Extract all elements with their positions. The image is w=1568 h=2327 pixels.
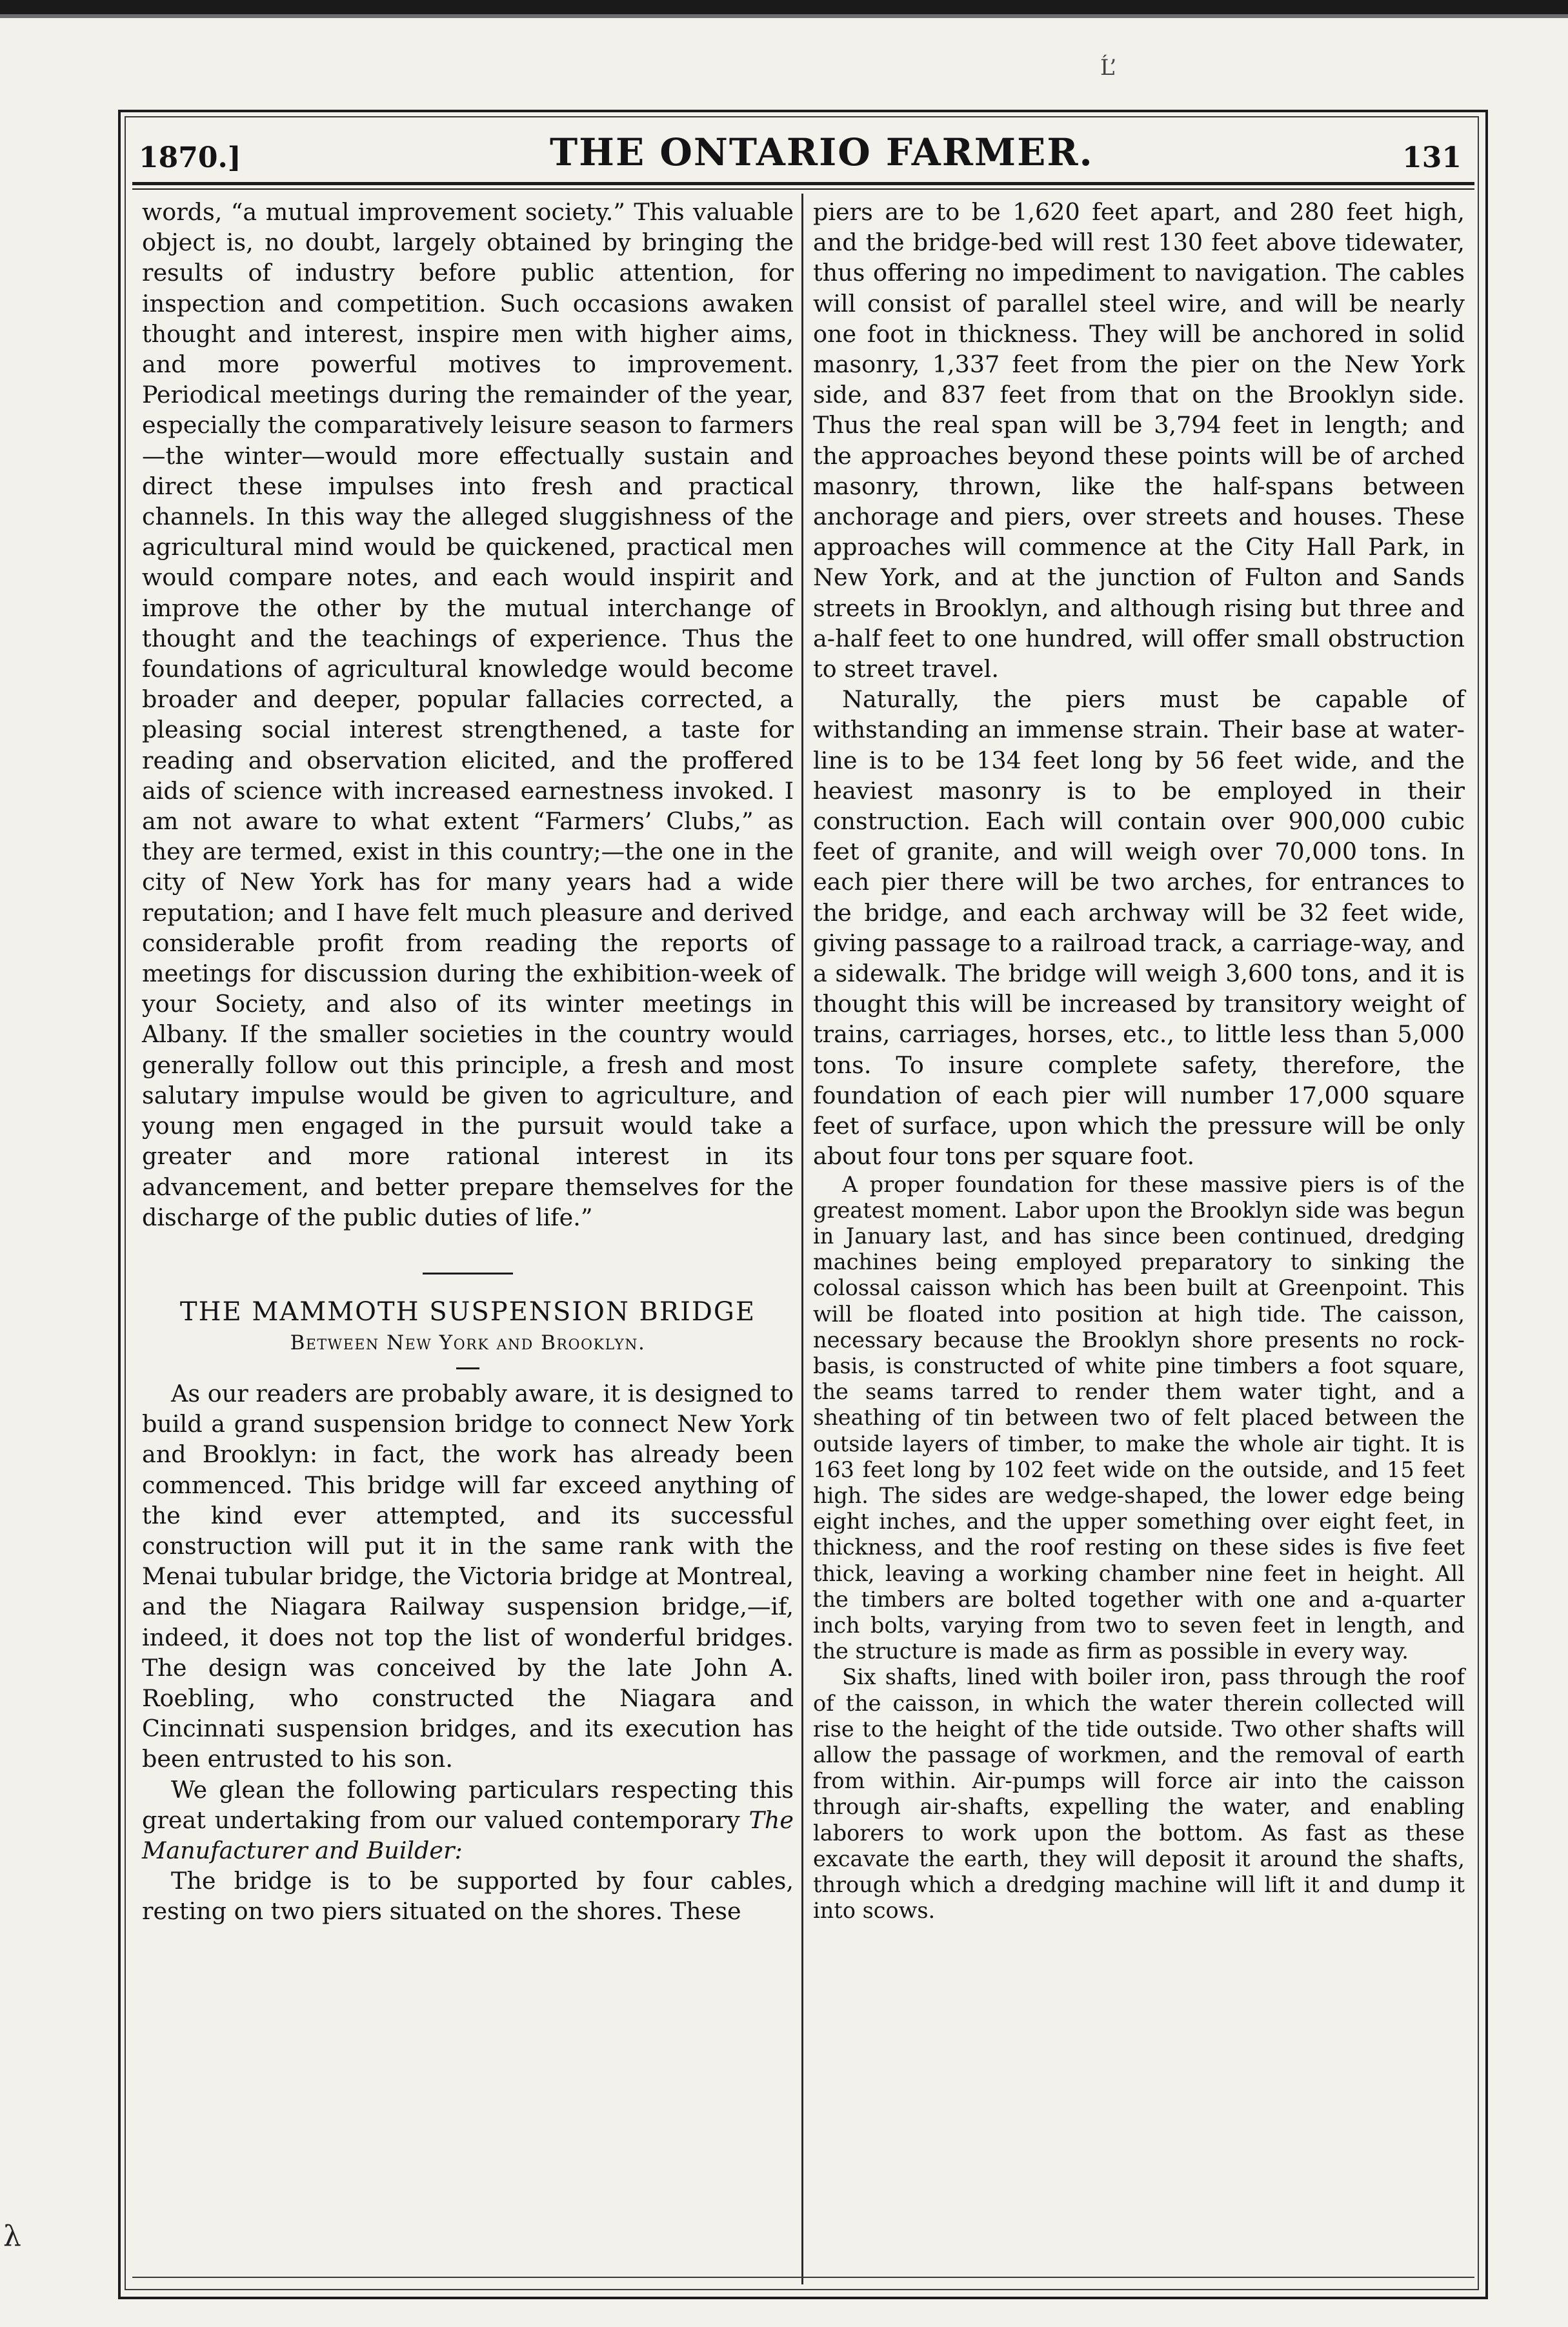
paragraph-foundation: A proper foundation for these massive piers is of the greatest moment. Labor upon the Brooklyn side was begun in January last, and has since been continued, dredging machines being employed preparatory to sinking the colossal caisson which has been built at Greenpoint. This will be floated into position at high tide. The caisson, necessary because the Brooklyn shore presents no rock-basis, is constructed of white pine timbers a foot square, the seams tarred to render them water tight, and a sheathing of tin between two of felt placed between the outside layers of timber, to make the whole air tight. It is 163 feet long by 102 feet wide on the outside, and 15 feet high. The sides are wedge-shaped, the lower edge being eight inches, and the upper something over eight feet, in thickness, and the roof resting on these sides is five feet thick, leaving a working chamber nine feet in height. All the timbers are bolted together with one and a-quarter inch bolts, varying from two to seven feet in length, and the structure is made as firm as possible in every way. — [813, 1171, 1465, 1664]
paragraph-piers: piers are to be 1,620 feet apart, and 280 feet high, and the bridge-bed will rest 130 feet above tidewater, thus offering no impediment to navigation. The cables will consist of parallel steel wire, and will be nearly one foot in thickness. They will be anchored in solid masonry, 1,337 feet from the pier on the New York side, and 837 feet from that on the Brooklyn side. Thus the real span will be 3,794 feet in length; and the approaches beyond these points will be of arched masonry, thrown, like the half-spans between anchorage and piers, over streets and houses. These approaches will commence at the City Hall Park, in New York, and at the junction of Fulton and Sands streets in Brooklyn, and although rising but three and a-half feet to one hundred, will offer small obstruction to street travel. — [813, 198, 1465, 683]
column-divider — [801, 194, 803, 2284]
right-column — [813, 197, 1465, 1924]
paragraph-cables: The bridge is to be supported by four cables, resting on two piers situated on the shores. These — [142, 1867, 794, 1926]
source-publication: The Manufacturer and Builder: — [142, 1806, 794, 1864]
margin-scribble: Ĺ’ — [1100, 55, 1117, 81]
article-subtitle: Between New York and Brooklyn. — [290, 1331, 646, 1355]
left-column — [142, 197, 794, 1927]
running-header — [139, 129, 1462, 174]
header-rule-thin — [132, 188, 1474, 190]
scan-top-edge-shadow — [0, 14, 1568, 18]
bottom-margin-mark: λ — [3, 2220, 21, 2253]
article-title: THE MAMMOTH SUSPENSION BRIDGE — [179, 1296, 756, 1327]
source-text: We glean the following particulars respecting this great undertaking from our valued contemporary — [142, 1775, 794, 1834]
page-number: 131 — [1402, 141, 1462, 174]
paragraph-strain: Naturally, the piers must be capable of withstanding an immense strain. Their base at water-line is to be 134 feet long by 56 feet wide, and the heaviest masonry is to be employed in their construction. Each will contain over 900,000 cubic feet of granite, and will weigh over 70,000 tons. In each pier there will be two arches, for entrances to the bridge, and each archway will be 32 feet wide, giving passage to a railroad track, a carriage-way, and a sidewalk. The bridge will weigh 3,600 tons, and it is thought this will be increased by transitory weight of trains, carriages, horses, etc., to little less than 5,000 tons. To insure complete safety, therefore, the foundation of each pier will number 17,000 square feet of surface, upon which the pressure will be only about four tons per square foot. — [813, 685, 1465, 1171]
publication-title: THE ONTARIO FARMER. — [550, 130, 1094, 174]
paragraph-intro: As our readers are probably aware, it is designed to build a grand suspension bridge to connect New York and Brooklyn: in fact, the work has already been commenced. This bridge will far exceed anything of the kind ever attempted, and its successful construction will put it in the same rank with the Menai tubular bridge, the Victoria bridge at Montreal, and the Niagara Railway suspension bridge,—if, indeed, it does not top the list of wonderful bridges. The design was conceived by the late John A. Roebling, who constructed the Niagara and Cincinnati suspension bridges, and its execution has been entrusted to his son. — [142, 1379, 794, 1773]
paragraph-continued-quote: words, “a mutual improvement society.” This valuable object is, no doubt, largely obtained by bringing the results of industry before public attention, for inspection and competition. Such occasions awaken thought and interest, inspire men with higher aims, and more powerful motives to improvement. Periodical meetings during the remainder of the year, especially the comparatively leisure season to farmers—the winter—would more effectually sustain and direct these impulses into fresh and practical channels. In this way the alleged sluggishness of the agricultural mind would be quickened, practical men would compare notes, and each would inspirit and improve the other by the mutual interchange of thought and the teachings of experience. Thus the foundations of agricultural knowledge would become broader and deeper, popular fallacies corrected, a pleasing social interest strengthened, a taste for reading and observation elicited, and the proffered aids of science with increased earnestness invoked. I am not aware to what extent “Farmers’ Clubs,” as they are termed, exist in this country;—the one in the city of New York has for many years had a wide reputation; and I have felt much pleasure and derived considerable profit from reading the reports of meetings for discussion during the exhibition-week of your Society, and also of its winter meetings in Albany. If the smaller societies in the country would generally follow out this principle, a fresh and most salutary impulse would be given to agriculture, and young men engaged in the pursuit would take a greater and more rational interest in its advancement, and better prepare themselves for the discharge of the public duties of life.” — [142, 198, 794, 1231]
subtitle-separator — [456, 1367, 479, 1369]
section-separator — [423, 1273, 513, 1274]
paragraph-source — [142, 1775, 794, 1866]
header-year: 1870.] — [139, 141, 241, 174]
small-type-block — [813, 1172, 1465, 1924]
scan-top-edge — [0, 0, 1568, 14]
bottom-rule — [132, 2277, 1474, 2278]
header-rule-thick — [132, 182, 1474, 185]
paragraph-shafts: Six shafts, lined with boiler iron, pass through the roof of the caisson, in which the water therein collected will rise to the height of the tide outside. Two other shafts will allow the passage of workmen, and the removal of earth from within. Air-pumps will force air into the caisson through air-shafts, expelling the water, and enabling laborers to work upon the bottom. As fast as these excavate the earth, they will deposit it around the shafts, through which a dredging machine will lift it and dump it into scows. — [813, 1664, 1465, 1924]
